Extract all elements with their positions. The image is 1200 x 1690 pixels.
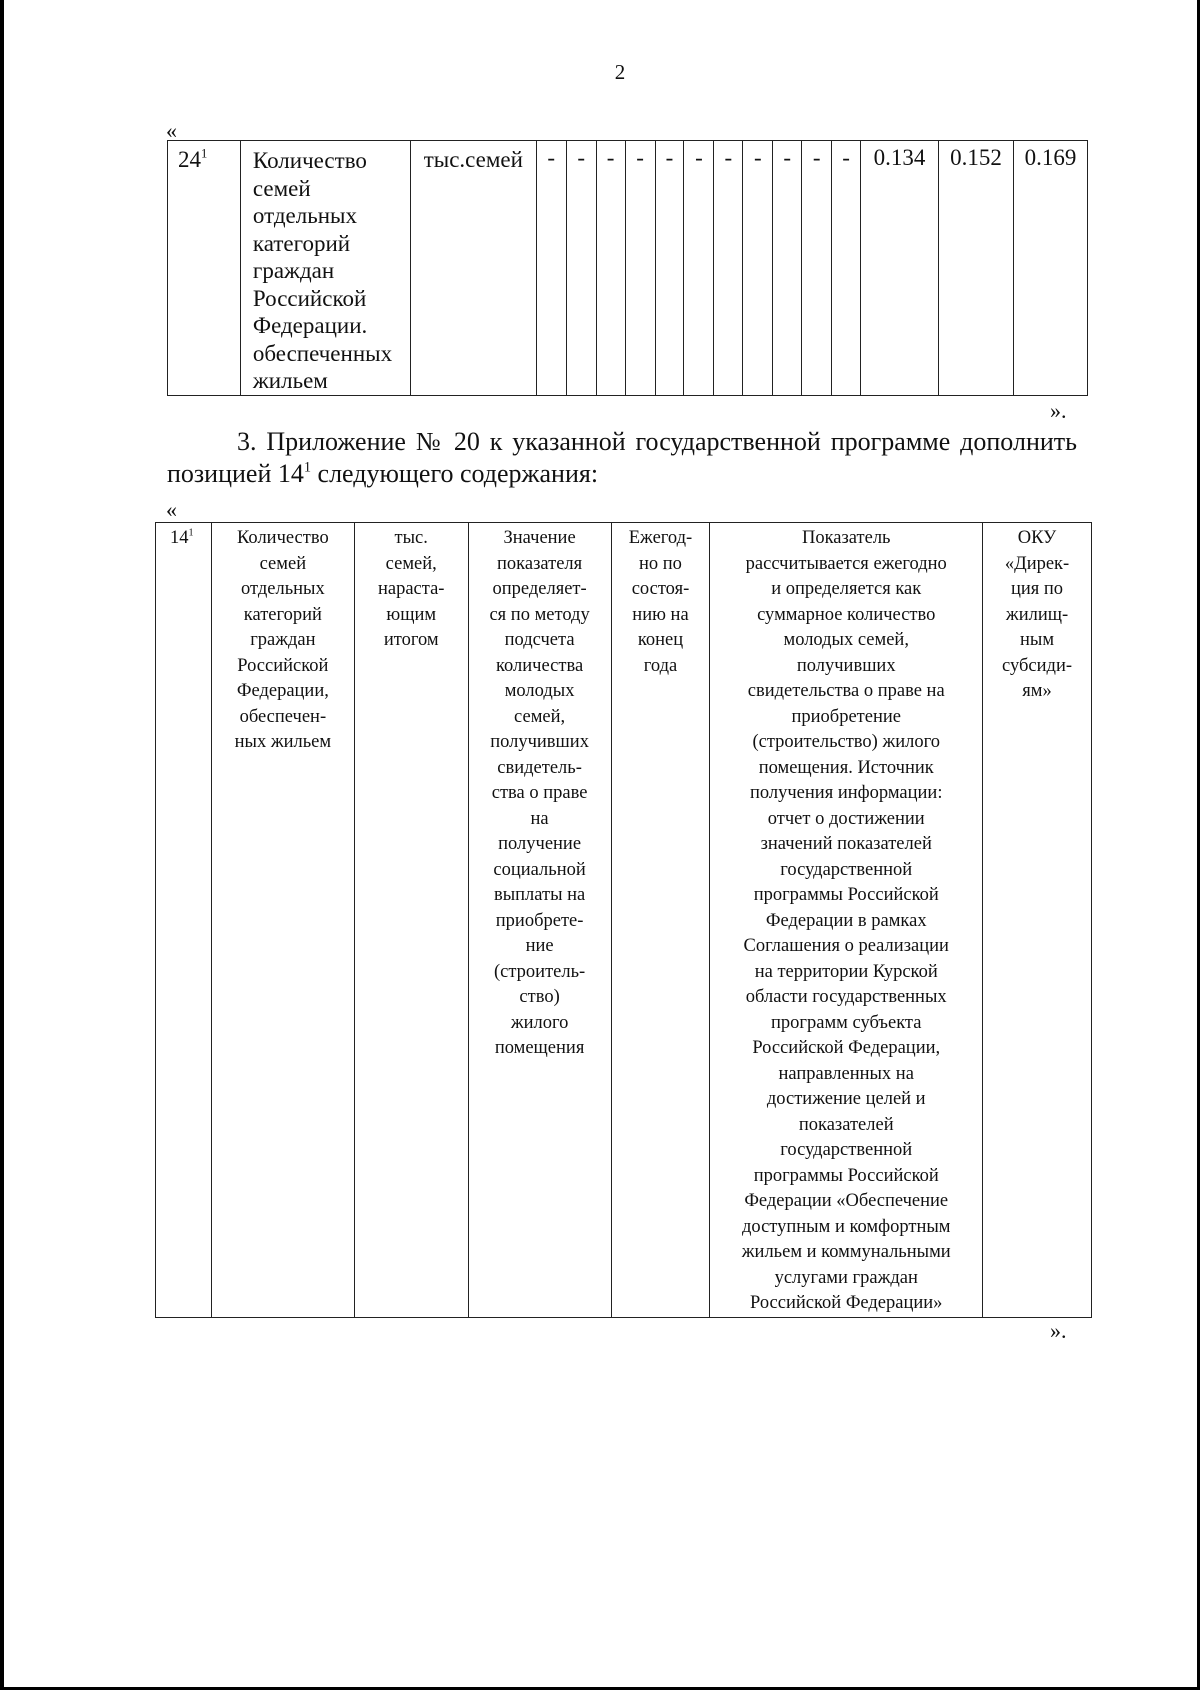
- cell-line: программ субъекта: [771, 1012, 922, 1033]
- page-number: 2: [614, 60, 626, 84]
- year-value-cell: -: [773, 141, 802, 396]
- cell-line: выплаты на: [493, 885, 586, 905]
- cell-line: определяет-: [492, 579, 587, 599]
- year-value-cell: 0.152: [939, 141, 1014, 396]
- cell-line: получивших: [796, 655, 896, 676]
- cell-line: Федерации.: [252, 313, 368, 338]
- unit-cell: тыс.семей: [410, 141, 536, 396]
- cell-line: Российской Федерации,: [752, 1038, 941, 1058]
- value-definition-cell: [468, 523, 611, 1318]
- cell-line: семей: [252, 175, 311, 201]
- year-value-cell: 0.169: [1013, 141, 1087, 396]
- cell-line: Значение: [503, 528, 576, 548]
- responsible-cell: [983, 523, 1092, 1318]
- cell-line: категорий: [252, 230, 351, 256]
- cell-line: Российской: [252, 285, 367, 311]
- cell-line: суммарное количество: [757, 604, 936, 625]
- closing-quote: ».: [1050, 398, 1067, 423]
- year-value-cell: -: [655, 141, 684, 396]
- cell-line: но по: [639, 553, 682, 574]
- cell-line: семей: [259, 553, 307, 574]
- cell-line: отдельных: [252, 203, 357, 228]
- cell-line: Федерации,: [236, 681, 329, 701]
- unit-cell: [354, 523, 468, 1318]
- cell-line: Количество: [237, 528, 329, 548]
- cell-line: услугами граждан: [774, 1267, 918, 1288]
- year-value-cell: -: [596, 141, 625, 396]
- cell-line: помещения. Источник: [758, 757, 934, 778]
- cell-line: субсиди-: [1002, 655, 1073, 676]
- year-value-cell: -: [536, 141, 566, 396]
- cell-line: ОКУ: [1017, 528, 1057, 548]
- amendment-paragraph: 3. Приложение № 20 к указанной государственной программе дополнить позицией $14^1$ следующего содержания:: [167, 427, 1077, 488]
- opening-quote: «: [166, 497, 177, 522]
- cell-line: Федерации в рамках: [765, 910, 927, 931]
- table-row: [156, 523, 1092, 1318]
- year-value-cell: -: [714, 141, 743, 396]
- cell-line: категорий: [243, 604, 322, 625]
- cell-line: состоя-: [631, 579, 690, 599]
- cell-line: получение: [498, 834, 582, 854]
- cell-line: (строитель-: [493, 961, 586, 982]
- cell-line: ство): [519, 987, 560, 1007]
- cell-line: и определяется как: [771, 579, 922, 599]
- closing-quote: ».: [1050, 1318, 1067, 1343]
- cell-line: тыс.: [394, 528, 428, 548]
- cell-line: ства о праве: [491, 783, 588, 803]
- cell-line: области государственных: [745, 987, 947, 1007]
- cell-line: свидетель-: [497, 757, 582, 778]
- cell-line: Ежегод-: [628, 528, 693, 548]
- cell-line: граждан: [250, 630, 316, 650]
- cell-line: конец: [637, 630, 684, 650]
- cell-line: семей,: [385, 553, 437, 574]
- cell-line: государственной: [780, 859, 913, 880]
- indicator-table: [167, 140, 1088, 396]
- cell-line: количества: [496, 655, 584, 676]
- cell-line: социальной: [493, 859, 586, 880]
- cell-line: направленных на: [778, 1063, 914, 1084]
- cell-line: достижение целей и: [766, 1089, 926, 1109]
- cell-line: жильем: [252, 368, 328, 393]
- cell-line: ция по: [1010, 579, 1064, 599]
- table-row: [168, 141, 1088, 396]
- cell-line: семей,: [514, 706, 566, 727]
- cell-line: Соглашения о реализации: [743, 936, 949, 956]
- position-number: $14^1$: [156, 523, 212, 1318]
- scan-edge-left: [0, 0, 4, 1690]
- year-value-cell: -: [684, 141, 714, 396]
- periodicity-cell: [611, 523, 710, 1318]
- cell-line: помещения: [494, 1038, 585, 1058]
- year-value-cell: 0.134: [861, 141, 939, 396]
- cell-line: ям»: [1022, 681, 1052, 701]
- cell-line: приобретение: [791, 706, 901, 727]
- cell-line: получивших: [490, 732, 589, 752]
- year-value-cell: -: [832, 141, 861, 396]
- cell-line: обеспеченных: [252, 340, 393, 366]
- year-value-cell: -: [625, 141, 655, 396]
- cell-line: Показатель: [801, 528, 891, 548]
- cell-line: получения информации:: [749, 783, 943, 803]
- cell-line: свидетельства о праве на: [747, 681, 945, 701]
- cell-line: ние: [525, 936, 554, 956]
- opening-quote: «: [166, 118, 177, 143]
- cell-line: отдельных: [241, 579, 325, 599]
- cell-line: нараста-: [377, 579, 445, 599]
- cell-line: доступным и комфортным: [741, 1216, 951, 1237]
- cell-line: ющим: [386, 604, 437, 625]
- cell-line: молодых: [504, 681, 575, 701]
- cell-line: Количество: [252, 148, 367, 173]
- cell-line: года: [643, 655, 678, 676]
- cell-line: отчет о достижении: [767, 808, 925, 829]
- cell-line: Российской Федерации»: [750, 1293, 943, 1313]
- year-value-cell: -: [566, 141, 596, 396]
- cell-line: (строительство) жилого: [752, 732, 940, 752]
- cell-line: показателя: [497, 553, 583, 574]
- cell-line: ся по методу: [489, 604, 590, 625]
- cell-line: приобрете-: [495, 910, 584, 931]
- cell-line: нию на: [632, 604, 689, 625]
- cell-line: государственной: [780, 1140, 913, 1160]
- cell-line: итогом: [383, 630, 439, 650]
- cell-line: рассчитывается ежегодно: [745, 553, 947, 574]
- cell-line: программы Российской: [753, 1165, 939, 1186]
- year-value-cell: -: [743, 141, 773, 396]
- cell-line: Российской: [237, 655, 329, 676]
- cell-line: «Дирек-: [1004, 553, 1070, 574]
- cell-line: программы Российской: [753, 885, 939, 905]
- year-value-cell: -: [802, 141, 832, 396]
- cell-line: граждан: [252, 258, 335, 283]
- cell-line: подсчета: [504, 630, 575, 650]
- cell-line: значений показателей: [760, 834, 932, 854]
- indicator-name: [240, 141, 410, 396]
- cell-line: показателей: [798, 1114, 894, 1135]
- cell-line: молодых семей,: [783, 630, 909, 650]
- position-number: $24^1$: [168, 141, 241, 396]
- cell-line: Федерации «Обеспечение: [744, 1191, 949, 1211]
- cell-line: на: [530, 808, 549, 829]
- cell-line: на территории Курской: [754, 961, 938, 982]
- cell-line: обеспечен-: [239, 706, 327, 727]
- cell-line: жильем и коммунальными: [741, 1242, 951, 1262]
- cell-line: ным: [1020, 630, 1055, 650]
- cell-line: ных жильем: [234, 732, 332, 752]
- method-cell: [710, 523, 983, 1318]
- cell-line: жилищ-: [1005, 604, 1069, 625]
- cell-line: жилого: [510, 1012, 569, 1033]
- methodology-table: [155, 522, 1092, 1318]
- indicator-name: [211, 523, 354, 1318]
